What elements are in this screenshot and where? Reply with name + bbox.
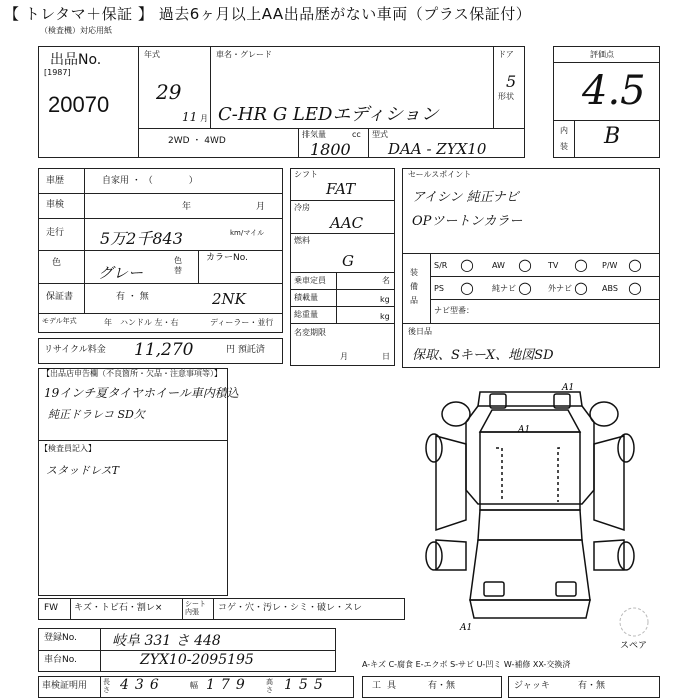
drive-value: 2WD ・ 4WD (168, 136, 226, 146)
rear-bumper (470, 600, 590, 618)
equipment-item-label: S/R (434, 261, 448, 270)
year-value: 29 (156, 80, 182, 104)
accessories-label: 後日品 (408, 327, 432, 336)
registration-value: 岐阜 331 さ 448 (112, 633, 221, 649)
color-value: グレー (98, 264, 144, 282)
load-label: 積載量 (294, 293, 318, 302)
warranty-value: 有 ・ 無 (116, 292, 149, 302)
shift-value: FAT (326, 180, 356, 198)
interior-label-2: 装 (560, 142, 568, 151)
dealer-label: ディーラー・並行 (210, 318, 274, 327)
equipment-check-mark: ○ (518, 278, 532, 297)
ac-label: 冷房 (294, 203, 310, 212)
jack-value: 有・無 (578, 681, 606, 691)
length-label: 長さ (103, 678, 110, 694)
year-label: 年式 (144, 50, 160, 59)
color-no-value: 2NK (212, 290, 246, 308)
spare-label: スペア (620, 641, 648, 651)
color-no-label: カラーNo. (206, 253, 248, 263)
model-label: 型式 (372, 130, 388, 139)
mileage-value: 5万2千843 (100, 229, 183, 248)
model-year-unit: 年 (104, 318, 112, 327)
name-label: 車名・グレード (216, 50, 272, 59)
chassis-value: ZYX10-2095195 (140, 652, 254, 668)
equipment-check-mark: ○ (574, 278, 588, 297)
damage-a1-roof: A1 (518, 425, 531, 435)
navi-model-label: ナビ型番： (434, 306, 474, 315)
month-value: 11 (182, 110, 198, 124)
trunk (470, 540, 590, 600)
remarks-line1: 19インチ夏タイヤホイール車内積込 (44, 386, 239, 400)
ac-value: AAC (330, 214, 364, 232)
equipment-item-label: P/W (602, 261, 618, 270)
equipment-check-mark: ○ (628, 278, 642, 297)
wheel-front-right (618, 434, 634, 462)
score-label: 評価点 (590, 50, 614, 59)
model-year-label: モデル年式 (42, 317, 77, 325)
equipment-item-label: 外ナビ (548, 284, 572, 293)
equipment-check-mark: ○ (574, 255, 588, 274)
fuel-value: G (342, 252, 354, 270)
load-unit: kg (380, 295, 390, 304)
wheel-rear-left (426, 542, 442, 570)
capacity-unit: 名 (382, 276, 390, 285)
rear-window (478, 510, 582, 540)
height-value: 155 (284, 677, 329, 693)
remarks-label: 【出品店申告欄（不良箇所・欠品・注意事項等）】 (42, 369, 222, 378)
damage-legend: A-キズ C-腐食 E-エクボ S-サビ U-凹ミ W-補修 XX-交換済 (362, 660, 571, 669)
interior-label-1: 内 (560, 126, 568, 135)
rename-label: 名変期限 (294, 328, 326, 337)
recycle-value: 11,270 (134, 340, 194, 360)
fw-value: キズ・トビ石・割レ× (74, 603, 163, 613)
body-label: 形状 (498, 92, 514, 101)
damage-a1-rear: A1 (460, 623, 473, 633)
sheet-subtitle: （検査機）対応用紙 (40, 26, 112, 35)
equipment-check-mark: ○ (518, 255, 532, 274)
history-value: 自家用 ・ （ ） (102, 176, 198, 186)
inspection-label: 車検 (46, 200, 65, 210)
remarks-panel (38, 368, 228, 596)
registration-label: 登録No. (44, 633, 77, 643)
wheel-rear-right (618, 542, 634, 570)
equipment-check-mark: ○ (628, 255, 642, 274)
rename-unit: 月 (340, 352, 348, 361)
chassis-label: 車台No. (44, 655, 77, 665)
equipment-check-mark: ○ (460, 278, 474, 297)
vehicle-name: C-HR G LEDエディション (218, 104, 439, 125)
sales-label: セールスポイント (408, 170, 472, 179)
roof (480, 432, 580, 510)
door-right (594, 436, 624, 530)
tools-value: 有・無 (428, 681, 456, 691)
color-label: 色 (52, 258, 62, 268)
fuel-label: 燃料 (294, 236, 310, 245)
wheel-front-left (426, 434, 442, 462)
damage-a1-front: A1 (562, 383, 575, 393)
certificate-label: 車検証明用 (42, 681, 88, 691)
interior-value: B (604, 124, 621, 149)
equipment-item-label: PS (434, 284, 444, 293)
capacity-label: 乗車定員 (294, 276, 326, 285)
height-label: 高さ (266, 678, 273, 694)
remarks-line2: 純正ドラレコ SD欠 (48, 408, 145, 421)
displacement-value: 1800 (310, 140, 351, 159)
equipment-label: 装備品 (410, 268, 418, 305)
hood-outline (466, 406, 594, 504)
door-label: ドア (498, 50, 514, 59)
door-value: 5 (506, 72, 517, 91)
lot-number: 20070 (48, 92, 110, 117)
score-value: 4.5 (582, 68, 646, 114)
handle-label: ハンドル 左・右 (120, 318, 179, 327)
inspection-year-unit: 年 (182, 202, 192, 212)
equipment-check-mark: ○ (460, 255, 474, 274)
recycle-label: リサイクル料金 (44, 345, 106, 355)
equipment-item-label: ABS (602, 284, 618, 293)
inspection-month-unit: 月 (256, 202, 266, 212)
rename-unit2: 日 (382, 352, 390, 361)
tail-left (484, 582, 504, 596)
inspector-label: 【検査員記入】 (40, 444, 96, 453)
shift-label: シフト (294, 170, 318, 179)
history-label: 車歴 (46, 176, 65, 186)
inspector-note: スタッドレスT (46, 464, 120, 477)
model-value: DAA - ZYX10 (388, 140, 487, 158)
vehicle-damage-diagram (410, 370, 700, 660)
spare-tire-icon (620, 608, 648, 636)
length-value: 436 (120, 677, 165, 693)
month-unit: 月 (200, 114, 208, 123)
recycle-unit: 円 預託済 (226, 345, 265, 355)
color-change-label: 色替 (174, 256, 182, 275)
tools-label: 工具 (372, 681, 403, 691)
equipment-item-label: TV (548, 261, 559, 270)
sales-line1: アイシン 純正ナビ (412, 190, 519, 205)
seat-label: シート内張 (185, 600, 206, 616)
banner-title: 【 トレタマ＋保証 】 過去6ヶ月以上AA出品歴がない車両（プラス保証付） (4, 5, 532, 23)
lot-code: [1987] (44, 68, 71, 77)
door-left (436, 436, 466, 530)
jack-label: ジャッキ (514, 681, 550, 691)
tail-right (556, 582, 576, 596)
lot-label: 出品No. (50, 52, 102, 68)
sales-line2: OPツートンカラー (412, 214, 523, 229)
mileage-unit: km/マイル (230, 229, 265, 237)
equipment-item-label: 純ナビ (492, 284, 516, 293)
equipment-item-label: AW (492, 261, 505, 270)
gross-label: 総重量 (294, 310, 318, 319)
width-label: 幅 (190, 681, 198, 690)
width-value: 179 (206, 677, 251, 693)
mileage-label: 走行 (46, 228, 65, 238)
cc-unit: cc (352, 130, 361, 139)
displacement-label: 排気量 (302, 130, 326, 139)
gross-unit: kg (380, 312, 390, 321)
fw-label: FW (44, 603, 59, 613)
accessories-value: 保取、SキーX、地図SD (412, 348, 554, 363)
seat-value: コゲ・穴・汚レ・シミ・破レ・スレ (218, 603, 363, 613)
warranty-label: 保証書 (46, 292, 74, 302)
